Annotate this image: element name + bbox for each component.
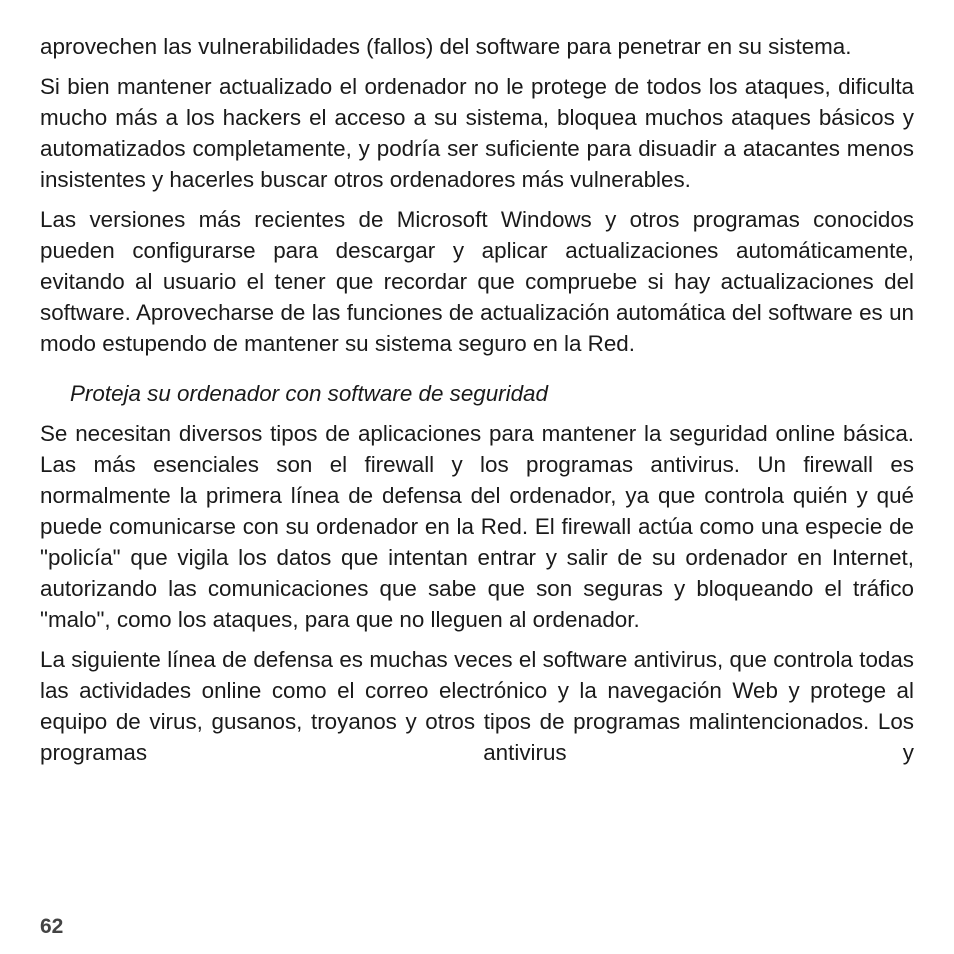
document-page	[40, 31, 914, 777]
paragraph-intro-continuation: aprovechen las vulnerabilidades (fallos) del software para penetrar en su sistema.	[40, 34, 852, 59]
section-subheading: Proteja su ordenador con software de seguridad	[70, 381, 548, 406]
paragraph-antivirus: La siguiente línea de defensa es muchas veces el software antivirus, que controla todas las actividades online como el correo electrónico y la navegación Web y protege al equipo de virus, gusanos, troyanos y otros tipos de programas malintencionados. Los programas antivirus y	[40, 647, 914, 765]
page-number: 62	[40, 915, 64, 938]
paragraph-automatic-updates: Las versiones más recientes de Microsoft Windows y otros programas conocidos pueden configurarse para descargar y aplicar actualizaciones automáticamente, evitando al usuario el tener que recordar que compruebe si hay actualizaciones del software. Aprovecharse de las funciones de actualización automática del software es un modo estupendo de mantener su sistema seguro en la Red.	[40, 207, 914, 356]
paragraph-firewall: Se necesitan diversos tipos de aplicaciones para mantener la seguridad online básica. Las más esenciales son el firewall y los programas antivirus. Un firewall es normalmente la primera línea de defensa del ordenador, ya que controla quién y qué puede comunicarse con su ordenador en la Red. El firewall actúa como una especie de "policía" que vigila los datos que intentan entrar y salir de su ordenador en Internet, autorizando las comunicaciones que sabe que son seguras y bloqueando el tráfico "malo", como los ataques, para que no lleguen al ordenador.	[40, 421, 914, 632]
paragraph-updates-protection: Si bien mantener actualizado el ordenador no le protege de todos los ataques, dificulta mucho más a los hackers el acceso a su sistema, bloquea muchos ataques básicos y automatizados completamente, y podría ser suficiente para disuadir a atacantes menos insistentes y hacerles buscar otros ordenadores más vulnerables.	[40, 74, 914, 192]
